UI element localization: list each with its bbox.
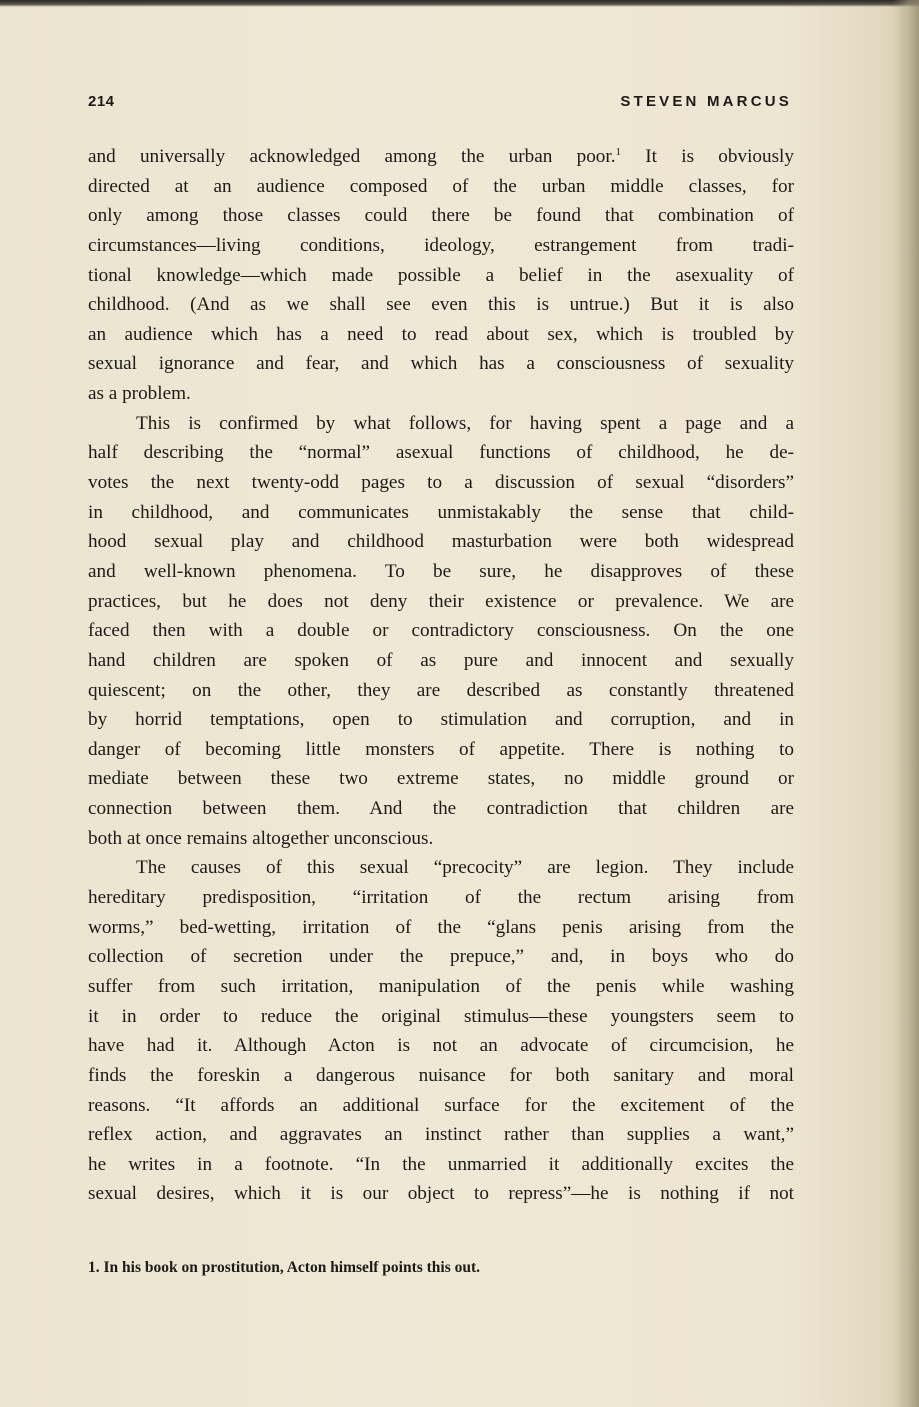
text-line: in childhood, and communicates unmistakably the sense that child- — [88, 501, 794, 523]
text-line: suffer from such irritation, manipulation of the penis while washing — [88, 975, 794, 997]
text-line-span: It is obviously — [621, 146, 794, 167]
text-line: as a problem. — [88, 383, 191, 405]
footnote-reference[interactable]: 1 — [615, 146, 622, 158]
text-line: an audience which has a need to read about sex, which is troubled by — [88, 323, 794, 345]
text-line: childhood. (And as we shall see even this is untrue.) But it is also — [88, 294, 794, 316]
text-line: quiescent; on the other, they are described as constantly threatened — [88, 679, 794, 701]
text-line: sexual desires, which it is our object to repress”—he is nothing if not — [88, 1183, 794, 1205]
text-line: hood sexual play and childhood masturbation were both widespread — [88, 531, 794, 553]
text-line-span: and universally acknowledged among the urban poor. — [88, 146, 616, 167]
text-line: collection of secretion under the prepuce,” and, in boys who do — [88, 946, 794, 968]
text-line: connection between them. And the contradiction that children are — [88, 798, 794, 820]
footnote: 1. In his book on prostitution, Acton himself points this out. — [88, 1259, 481, 1276]
text-line: hand children are spoken of as pure and innocent and sexually — [88, 649, 794, 671]
text-line: danger of becoming little monsters of appetite. There is nothing to — [88, 738, 794, 760]
text-line: finds the foreskin a dangerous nuisance for both sanitary and moral — [88, 1064, 794, 1086]
text-line: both at once remains altogether unconscious. — [88, 827, 434, 849]
text-line: only among those classes could there be found that combination of — [88, 205, 794, 227]
page-header — [88, 93, 792, 117]
text-line: mediate between these two extreme states, no middle ground or — [88, 768, 794, 790]
text-line: worms,” bed-wetting, irritation of the “glans penis arising from the — [88, 916, 794, 938]
text-line: and well-known phenomena. To be sure, he disapproves of these — [88, 560, 794, 582]
paragraph-1 — [88, 142, 794, 409]
running-head: STEVEN MARCUS — [620, 93, 792, 110]
text-line: directed at an audience composed of the urban middle classes, for — [88, 175, 794, 197]
text-line: it in order to reduce the original stimulus—these youngsters seem to — [88, 1005, 794, 1027]
text-line: reasons. “It affords an additional surface for the excitement of the — [88, 1094, 794, 1116]
text-line: reflex action, and aggravates an instinct rather than supplies a want,” — [88, 1124, 794, 1146]
text-line: This is confirmed by what follows, for having spent a page and a — [136, 412, 794, 434]
text-line: sexual ignorance and fear, and which has a consciousness of sexuality — [88, 353, 794, 375]
page-top-edge — [0, 0, 919, 7]
text-line: practices, but he does not deny their existence or prevalence. We are — [88, 590, 794, 612]
text-line: circumstances—living conditions, ideology, estrangement from tradi- — [88, 234, 794, 256]
text-line — [88, 142, 794, 172]
text-line: hereditary predisposition, “irritation of the rectum arising from — [88, 887, 794, 909]
text-line: have had it. Although Acton is not an advocate of circumcision, he — [88, 1035, 794, 1057]
text-line: by horrid temptations, open to stimulation and corruption, and in — [88, 709, 794, 731]
paragraph-3 — [88, 853, 794, 1209]
text-line: tional knowledge—which made possible a belief in the asexuality of — [88, 264, 794, 286]
body-text — [88, 142, 794, 1209]
text-line: faced then with a double or contradictory consciousness. On the one — [88, 620, 794, 642]
paragraph-2 — [88, 409, 794, 854]
text-line: The causes of this sexual “precocity” are legion. They include — [136, 857, 794, 879]
page-right-edge-shadow — [893, 0, 919, 1407]
text-line: he writes in a footnote. “In the unmarried it additionally excites the — [88, 1153, 794, 1175]
text-line: votes the next twenty-odd pages to a discussion of sexual “disorders” — [88, 472, 794, 494]
text-line: half describing the “normal” asexual functions of childhood, he de- — [88, 442, 794, 464]
page-number: 214 — [88, 93, 115, 110]
